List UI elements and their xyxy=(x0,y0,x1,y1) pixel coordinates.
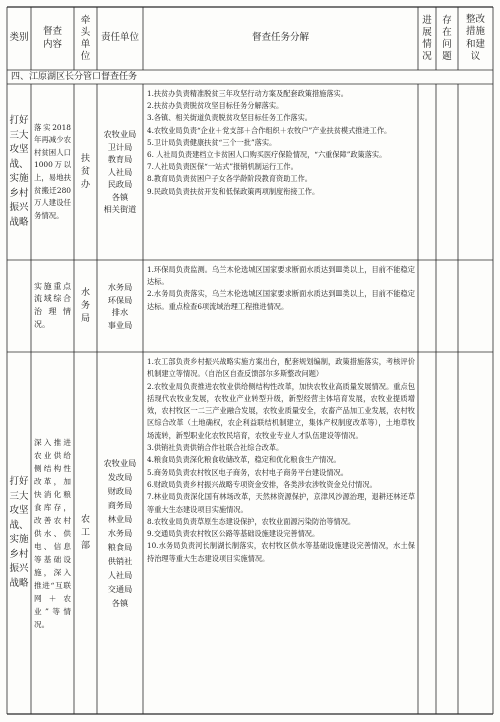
row3-content xyxy=(31,352,74,714)
task-item: 2.扶贫办负责脱贫攻坚目标任务分解落实。 xyxy=(147,101,284,111)
header-category xyxy=(7,7,31,70)
header-suggestions-label: 整改措施和建议 xyxy=(465,13,485,62)
row3-unit: 农牧业局 xyxy=(103,458,137,468)
row2-unit: 排水 xyxy=(111,307,129,317)
header-responsible xyxy=(97,7,143,70)
row1-unit: 民政局 xyxy=(107,179,133,190)
row2-lead-text: 水务局 xyxy=(80,287,90,324)
row3-category xyxy=(7,352,31,714)
row3-unit: 人社局 xyxy=(107,570,133,580)
row3-unit: 粮食局 xyxy=(107,542,133,552)
row3-unit: 商务局 xyxy=(107,500,133,510)
header-lead-unit xyxy=(74,7,97,70)
task-item: 1.环保局负责监测。乌兰木伦选城区国家要求断面水质达到Ⅲ类以上，目前不能稳定达标。 xyxy=(147,265,415,287)
row3-unit: 交通局 xyxy=(107,584,133,594)
task-item: 2.水务局负责落实，乌兰木伦选城区国家要求断面水质达到Ⅲ类以上，目前不能稳定达标。重点检查6项流域治理工程推进情况。 xyxy=(147,289,415,311)
row3-lead-text: 农工部 xyxy=(80,514,90,551)
row3-unit: 发改局 xyxy=(107,472,133,482)
row2-unit: 水务局 xyxy=(107,282,133,292)
row1-category-text: 打好三大攻坚战、实施乡村振兴战略 xyxy=(9,115,29,228)
header-progress xyxy=(418,7,436,70)
section-title xyxy=(7,70,493,84)
row1-tasks xyxy=(143,86,418,260)
row1-unit: 相关街道 xyxy=(103,204,137,215)
task-item: 5.商务局负责农村牧区电子商务，农村电子商务平台建设情况。 xyxy=(147,467,348,477)
row3-lead xyxy=(74,352,97,714)
header-lead-unit-label: 牵头单位 xyxy=(80,14,91,62)
row3-unit: 各镇 xyxy=(111,598,129,608)
header-category-label: 类别 xyxy=(9,32,29,44)
task-item: 3.供销社负责供销合作社联合社综合改革。 xyxy=(147,443,284,453)
header-responsible-label: 责任单位 xyxy=(100,32,139,44)
header-issues xyxy=(436,7,458,70)
header-content-label: 督查内容 xyxy=(42,26,62,50)
task-item: 7.人社局负责医保“一站式”报销机制运行工作。 xyxy=(147,162,298,172)
section-title-text: 四、江原湖区长分管口督查任务 xyxy=(11,72,138,82)
task-item: 8.农牧业局负责草原生态建设保护，农牧业面源污染防治等情况。 xyxy=(147,516,356,526)
row1-content xyxy=(31,84,74,260)
header-suggestions xyxy=(458,7,493,70)
task-item: 3.各镇、相关街道负责脱贫攻坚目标任务工作落实。 xyxy=(147,113,312,123)
row3-content-text: 深入推进农业供给侧结构性改革，加快消化粮食库存，改善农村供水、供电、信息等基础设施，深入推进“互联网＋农业”等情况。 xyxy=(34,437,71,629)
row2-unit: 事业局 xyxy=(107,319,133,330)
row3-unit: 水务局 xyxy=(107,528,133,538)
row2-category xyxy=(7,260,31,352)
row1-unit: 农牧业局 xyxy=(103,129,137,140)
row1-units xyxy=(97,84,143,260)
header-progress-label: 进展情况 xyxy=(422,14,432,62)
task-item: 5.卫计局负责健康扶贫“三个一批”落实。 xyxy=(147,137,277,147)
row2-unit: 环保局 xyxy=(107,294,133,305)
task-item: 2.农牧业局负责推进农牧业供给侧结构性改革，加快农牧业高质量发展情况。重点包括现代农牧业发展，农牧业产业转型升级，新型经营主体培育发展，农牧业提质增效，农村牧区一二三产业融合发展，农牧业质量安全，农畜产品加工业发展，农村牧区综合改革（土地确权，农企利益联结机制建立，集体产权制度改革等），土地草牧场流转，新型职业化农牧民培育，农牧业专业人才队伍建设等情况。 xyxy=(147,381,415,440)
row3-unit: 供销社 xyxy=(107,556,133,566)
row1-unit: 卫计局 xyxy=(107,141,133,152)
task-item: 1.农工部负责乡村振兴战略实施方案出台，配套规划编制，政策措施落实，考核评价机制建立等情况。（自治区自查反馈部尔多斯整改问题） xyxy=(147,357,415,379)
task-item: 4.粮食局负责深化粮食收储改革，稳定和优化粮食生产情况。 xyxy=(147,455,341,465)
row3-unit: 财政局 xyxy=(107,486,133,496)
task-item: 9.民政局负责扶贫开发和低保政策两项制度衔接工作。 xyxy=(147,186,320,196)
task-item: 6.财政局负责乡村振兴战略专项资金安排，各类涉农涉牧资金兑付情况。 xyxy=(147,479,377,489)
task-item: 8.教育局负责贫困户子女各学龄阶段教育资助工作。 xyxy=(147,174,312,184)
row1-category xyxy=(7,84,31,260)
row1-lead-text: 扶贫办 xyxy=(80,153,90,190)
row2-units xyxy=(97,260,143,352)
header-issues-label: 存在问题 xyxy=(442,14,452,62)
row3-units xyxy=(97,352,143,714)
header-tasks-label: 督查任务分解 xyxy=(251,32,309,44)
row2-lead xyxy=(74,260,97,352)
row2-tasks xyxy=(143,262,418,352)
row2-content-text: 实施重点流域综合治理情况。 xyxy=(34,281,71,329)
task-item: 10.水务局负责河长制湖长制落实，农村牧区供水等基础设施建设完善情况，水土保持治理等重大生态建设项目实施情况。 xyxy=(147,541,415,563)
task-item: 4.农牧业局负责“企业＋党支部＋合作组织＋农牧户”产业扶贫模式推进工作。 xyxy=(147,125,392,135)
row3-category-text: 打好三大攻坚战、实施乡村振兴战略 xyxy=(9,476,29,589)
task-item: 9.交通局负责农村牧区公路等基础设施建设完善情况。 xyxy=(147,529,320,539)
task-item: 6. 人社局负责建档立卡贫困人口购买医疗保险情况，“六重保障”政策落实。 xyxy=(147,150,387,160)
row1-unit: 各镇 xyxy=(111,191,129,202)
row2-content xyxy=(31,260,74,352)
row1-lead xyxy=(74,84,97,260)
task-item: 1.扶贫办负责精准脱贫三年攻坚行动方案及配套政策措施落实。 xyxy=(147,89,348,98)
task-item: 7.林业局负责深化国有林场改革，天然林资源保护，京津风沙源治理，退耕还林还草等重大生态建设项目实施情况。 xyxy=(147,492,415,514)
row1-unit: 人社局 xyxy=(107,166,133,177)
header-content xyxy=(31,7,74,70)
row3-unit: 林业局 xyxy=(107,514,133,524)
header-tasks xyxy=(143,7,418,70)
row1-content-text: 落实2018年再减少农村贫困人口1000万以上，易地扶贫搬迁280万人建设任务情况。 xyxy=(34,122,71,220)
row3-tasks xyxy=(143,354,418,714)
row1-unit: 教育局 xyxy=(107,154,133,165)
